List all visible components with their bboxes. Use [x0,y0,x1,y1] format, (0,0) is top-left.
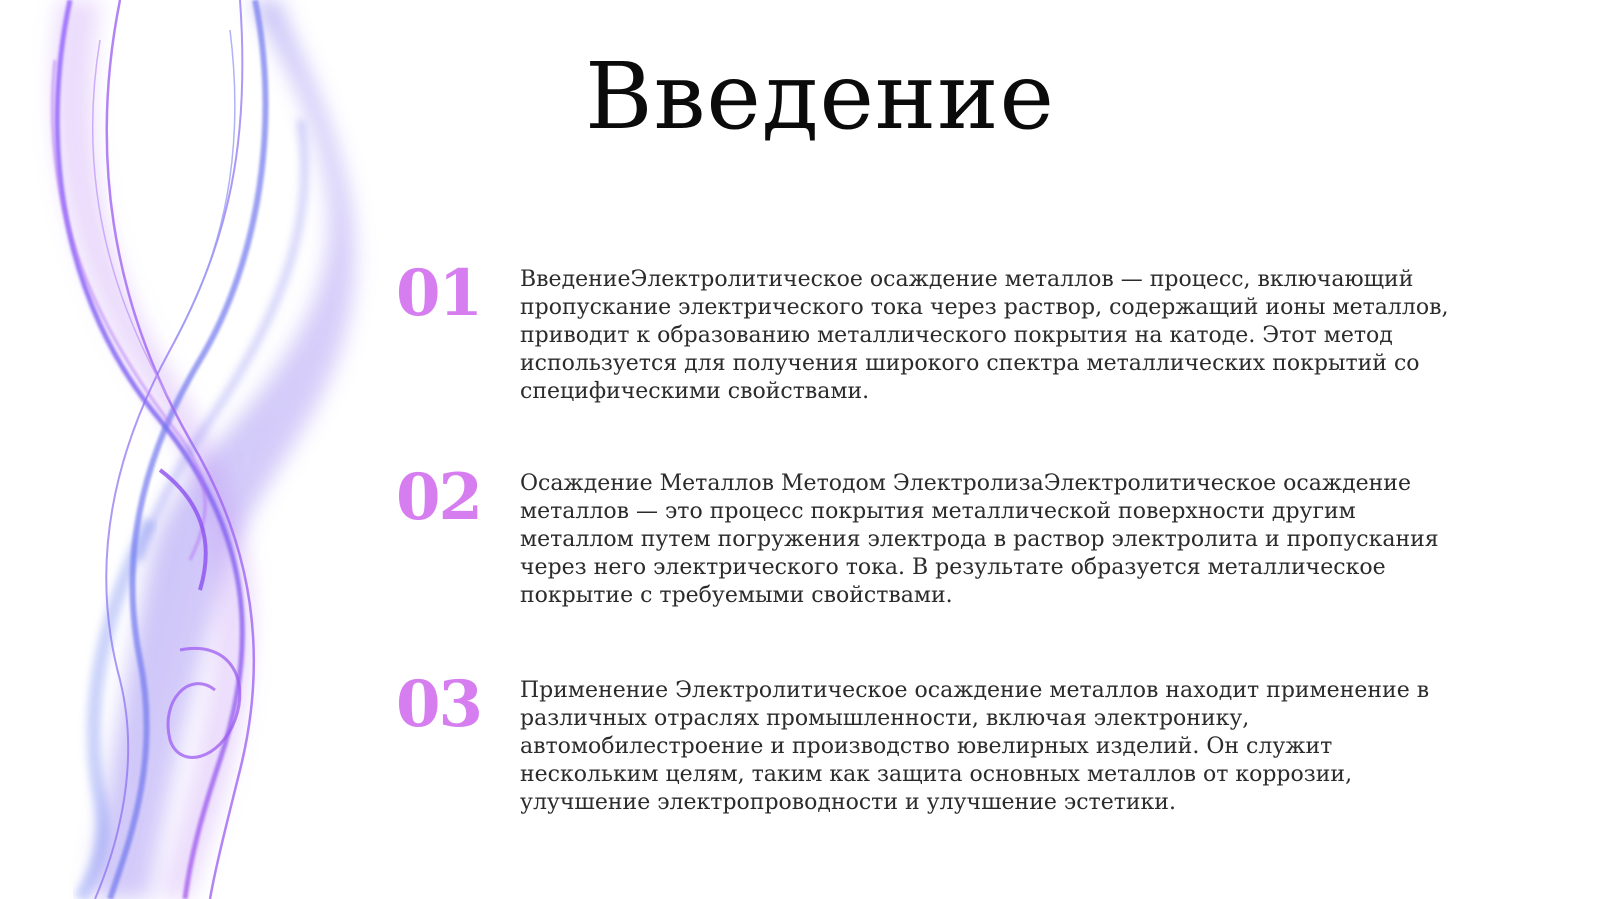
slide-title: Введение [584,43,1056,150]
item-number: 01 [396,256,482,331]
item-number: 03 [396,667,482,742]
smoke-wave-decoration [0,0,400,899]
item-text: Применение Электролитическое осаждение металлов находит применение в различных отраслях промышленности, включая электронику, автомобилестроение и производство ювелирных изделий. Он служит нескольким целям, таким как защита основных металлов от коррозии, улучшение электропроводности и улучшение эстетики. [520,678,1430,815]
item-text: ВведениеЭлектролитическое осаждение металлов — процесс, включающий пропускание электрического тока через раствор, содержащий ионы металлов, приводит к образованию металлического покрытия на катоде. Этот метод используется для получения широкого спектра металлических покрытий со специфическими свойствами. [520,267,1449,404]
item-number: 02 [396,460,482,535]
item-text: Осаждение Металлов Методом ЭлектролизаЭлектролитическое осаждение металлов — это процесс покрытия металлической поверхности другим металлом путем погружения электрода в раствор электролита и пропускания через него электрического тока. В результате образуется металлическое покрытие с требуемыми свойствами. [520,471,1439,608]
